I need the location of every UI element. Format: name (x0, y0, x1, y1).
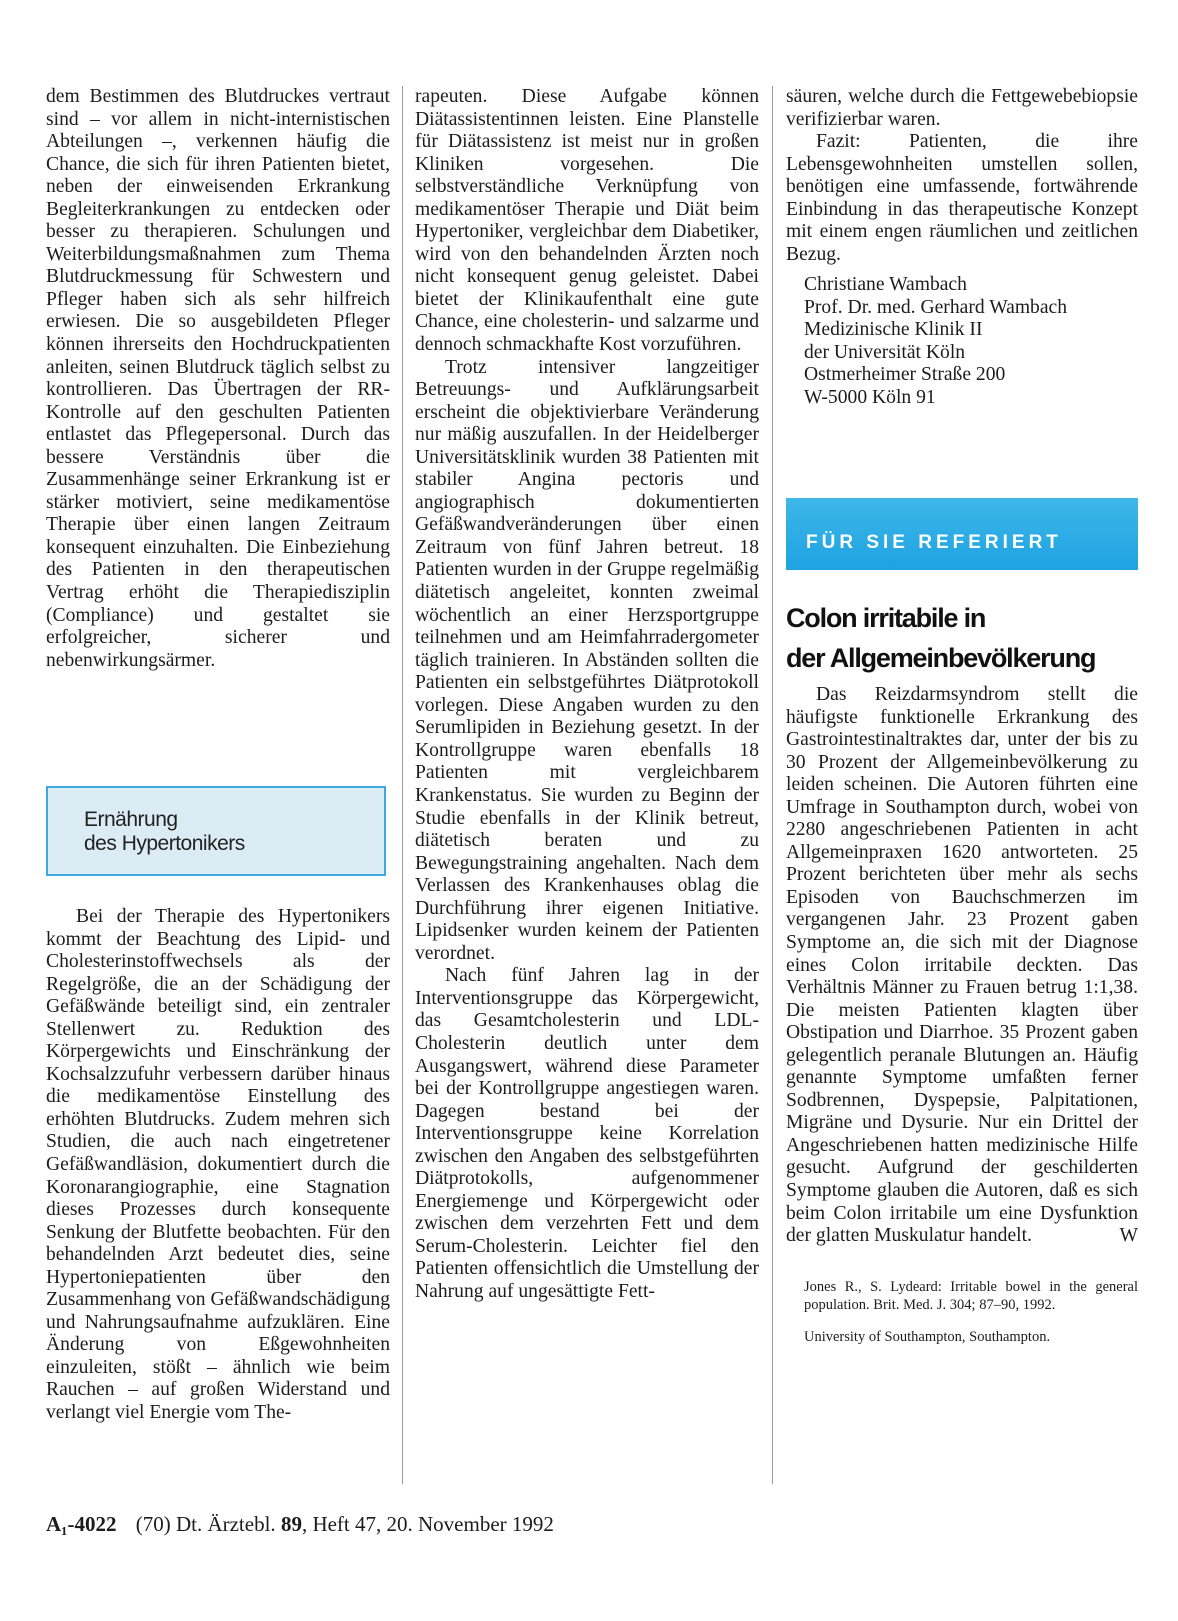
address-line: der Universität Köln (804, 341, 966, 363)
column-1 (46, 86, 390, 672)
banner-label: FÜR SIE REFERIERT (806, 532, 1062, 553)
section-heading-box (46, 786, 386, 876)
address-line: Christiane Wambach (804, 274, 967, 296)
col1-paragraph-2: Bei der Therapie des Hypertonikers kommt der Beachtung des Lipid- und Cholesterinstoffwechsels als der Regelgröße, die an der Schädigung der Gefäßwände beteiligt sind, ein zentraler Stellenwert zu. Reduktion des Körpergewichts und Einschränkung der Kochsalzzufuhr verbessern darüber hinaus die medikamentöse Einstellung des erhöhten Blutdrucks. Zudem mehren sich Studien, die auch nach eingetretener Gefäßwandläsion, dokumentiert durch die Koronarangiographie, eine Stagnation dieses Prozesses durch konsequente Senkung der Blutfette beobachten. Für den behandelnden Arzt bedeutet dies, seine Hypertoniepatienten über den Zusammenhang von Gefäßwandschädigung und Nahrungsaufnahme aufzuklären. Eine Änderung von Eßgewohnheiten einzuleiten, stößt – ähnlich wie beim Rauchen – auf großen Widerstand und verlangt viel Energie vom The- (46, 906, 390, 1424)
article-paragraph (786, 684, 1138, 1248)
section-heading-line-1: Ernährung (84, 808, 178, 831)
journal-issue-prefix: (70) Dt. Ärztebl. (135, 1512, 276, 1536)
col3-paragraph-1: säuren, welche durch die Fettgewebebiopsie verifizierbar waren. (786, 86, 1138, 130)
section-banner (786, 498, 1138, 570)
author-address (786, 274, 1138, 409)
article-body (786, 684, 1138, 1346)
reference-affiliation: University of Southampton, Southampton. (804, 1328, 1051, 1345)
col2-paragraph-3: Nach fünf Jahren lag in der Interventionsgruppe das Körpergewicht, das Gesamtcholesterin und LDL-Cholesterin deutlich unter dem Ausgangswert, während diese Parameter bei der Kontrollgruppe angestiegen waren. Dagegen bestand bei der Interventionsgruppe keine Korrelation zwischen den Angaben des selbstgeführten Diätprotokolls, aufgenommener Energiemenge und Körpergewicht oder zwischen dem verzehrten Fett und dem Serum-Cholesterin. Leichter fiel den Patienten offensichtlich die Umstellung der Nahrung auf ungesättigte Fett- (415, 965, 759, 1302)
col3-paragraph-2: Fazit: Patienten, die ihre Lebensgewohnheiten umstellen sollen, benötigen eine umfassende, fortwährende Einbindung in das therapeutische Konzept mit einem engen räumlichen und zeitlichen Bezug. (786, 131, 1138, 265)
headline-line-2: der Allgemeinbevölkerung (786, 643, 1096, 673)
article-headline (786, 598, 1146, 678)
article-text: Das Reizdarmsyndrom stellt die häufigste funktionelle Erkrankung des Gastrointestinaltraktes dar, unter der bis zu 30 Prozent der Allgemeinbevölkerung zu leiden scheinen. Die Autoren führten eine Umfrage in Southampton durch, wobei von 2280 angeschriebenen Patienten in acht Allgemeinpraxen 1620 antworteten. 25 Prozent berichteten über mehr als sechs Episoden von Bauchschmerzen im vergangenen Jahr. 23 Prozent gaben Symptome an, die sich mit der Diagnose eines Colon irritabile deckten. Das Verhältnis Männer zu Frauen betrug 1:1,38. Die meisten Patienten klagten über Obstipation und Diarrhoe. 35 Prozent gaben gelegentlich peranale Blutungen an. Häufig genannte Symptome umfaßten ferner Sodbrennen, Dyspepsie, Palpitationen, Migräne und Dysurie. Nur ein Drittel der Angeschriebenen hatten medizinische Hilfe gesucht. Aufgrund der geschilderten Symptome glauben die Autoren, daß es sich beim Colon irritabile um eine Dysfunktion der glatten Muskulatur handelt. (786, 684, 1138, 1247)
col2-paragraph-2: Trotz intensiver langzeitiger Betreuungs- und Aufklärungsarbeit erscheint die objektivierbare Veränderung nur mäßig auszufallen. In der Heidelberger Universitätsklinik wurden 38 Patienten mit stabiler Angina pectoris und angiographisch dokumentierten Gefäßwandveränderungen über einen Zeitraum von fünf Jahren betreut. 18 Patienten wurden in der Gruppe regelmäßig diätetisch angeleitet, konnten zweimal wöchentlich an einer Herzsportgruppe teilnehmen und am Heimfahrradergometer täglich trainieren. In Abständen sollten die Patienten ein selbstgeführtes Diätprotokoll vorlegen. Diese Angaben wurden zu den Serumlipiden in Beziehung gesetzt. In der Kontrollgruppe waren ebenfalls 18 Patienten mit vergleichbarem Krankenstatus. Sie wurden zu Beginn der Studie ebenfalls in der Klinik betreut, diätetisch beraten und zu Bewegungstraining angehalten. Nach dem Verlassen des Krankenhauses oblag die Durchführung ihrer eigenen Initiative. Lipidsenker wurden keinem der Patienten verordnet. (415, 356, 759, 964)
journal-volume: 89 (280, 1512, 302, 1536)
column-divider-2 (772, 86, 773, 1484)
reference-block (786, 1278, 1138, 1346)
page-code: A₁-4022 (46, 1512, 117, 1536)
section-heading (84, 808, 245, 856)
col2-paragraph-1: rapeuten. Diese Aufgabe können Diätassistentinnen leisten. Eine Planstelle für Diätassistenz ist meist nur in großen Kliniken vorgesehen. Die selbstverständliche Verknüpfung von medikamentöser Therapie und Diät beim Hypertoniker, vergleichbar dem Diabetiker, wird von den behandelnden Ärzten noch nicht konsequent genug geleistet. Dabei bietet der Klinikaufenthalt eine gute Chance, eine cholesterin- und salzarme und dennoch schmackhafte Kost vorzuführen. (415, 86, 759, 356)
address-line: W-5000 Köln 91 (804, 386, 936, 408)
reference-citation: Jones R., S. Lydeard: Irritable bowel in the general population. Brit. Med. J. 304; 87–90, 1992. (804, 1278, 1138, 1313)
address-line: Medizinische Klinik II (804, 319, 983, 341)
column-divider-1 (402, 86, 403, 1484)
page-footer (46, 1512, 554, 1537)
journal-issue-suffix: , Heft 47, 20. November 1992 (301, 1512, 554, 1536)
author-signature: W (1119, 1225, 1138, 1247)
headline-line-1: Colon irritabile in (786, 603, 986, 633)
col1-paragraph-1: dem Bestimmen des Blutdruckes vertraut sind – vor allem in nicht-internistischen Abteilungen –, verkennen häufig die Chance, die sich für ihren Patienten bietet, neben der einweisenden Erkrankung Begleiterkrankungen zu entdecken oder besser zu therapieren. Schulungen und Weiterbildungsmaßnahmen zum Thema Blutdruckmessung für Schwestern und Pfleger haben sich als sehr hilfreich erwiesen. Die so ausgebildeten Pfleger können ihrerseits den Hochdruckpatienten anleiten, seinen Blutdruck täglich selbst zu kontrollieren. Das Übertragen der RR-Kontrolle auf den geschulten Patienten entlastet das Pflegepersonal. Durch das bessere Verständnis über die Zusammenhänge seiner Erkrankung ist er stärker motiviert, seine medikamentöse Therapie über einen langen Zeitraum konsequent einzuhalten. Die Einbeziehung des Patienten in den therapeutischen Vertrag erhöht die Therapiedisziplin (Compliance) und gestaltet sie erfolgreicher, sicherer und nebenwirkungsärmer. (46, 86, 390, 671)
section-heading-line-2: des Hypertonikers (84, 832, 245, 855)
column-2 (415, 86, 759, 1304)
address-line: Prof. Dr. med. Gerhard Wambach (804, 296, 1068, 318)
column-1-continued (46, 906, 390, 1425)
address-line: Ostmerheimer Straße 200 (804, 364, 1006, 386)
column-3 (786, 86, 1138, 409)
